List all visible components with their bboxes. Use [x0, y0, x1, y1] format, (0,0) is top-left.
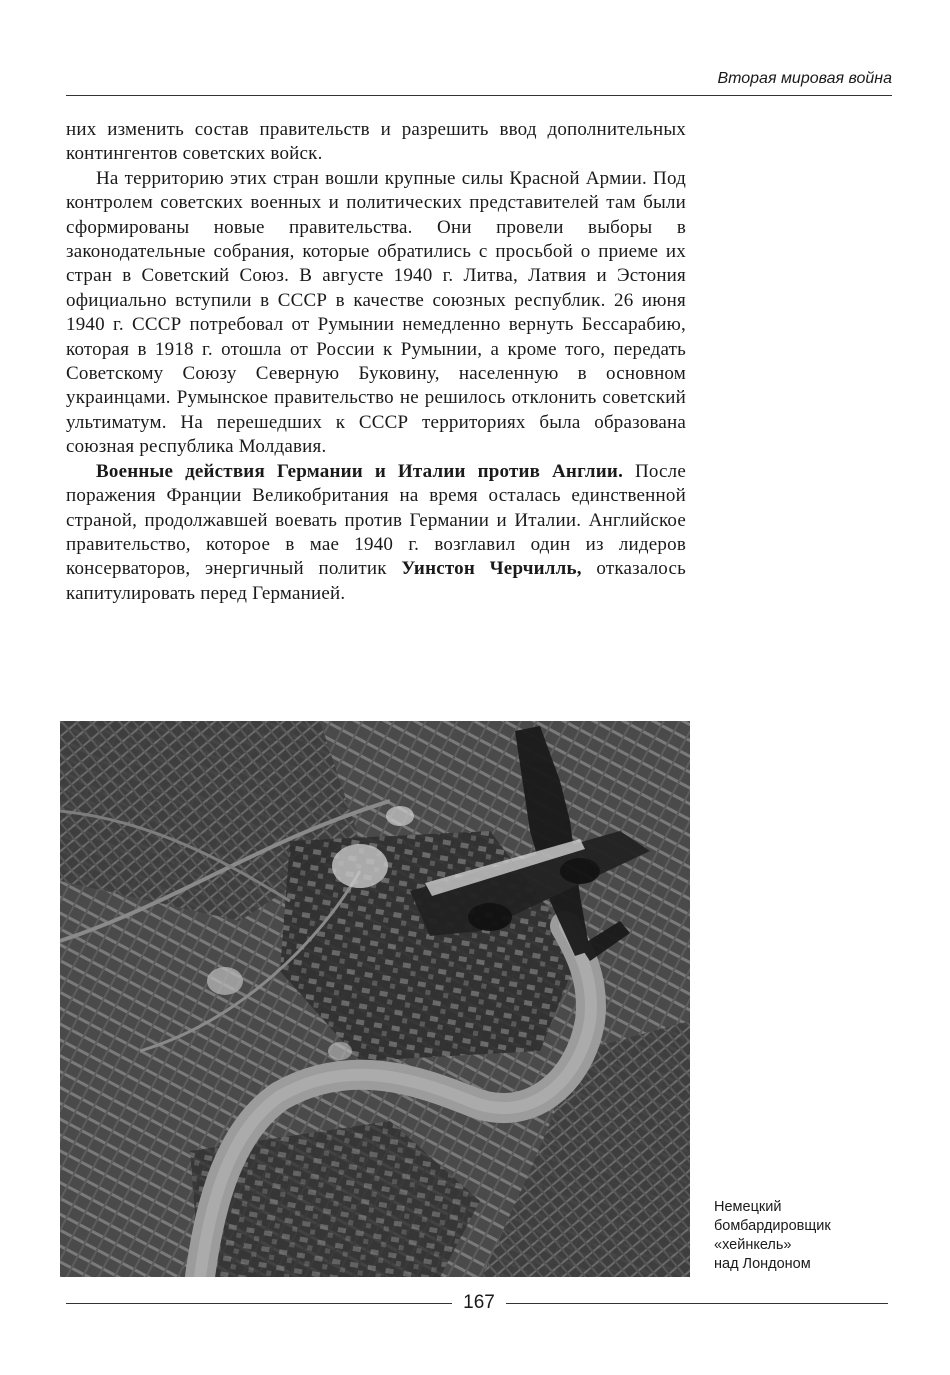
running-header-title: Вторая мировая война: [717, 70, 892, 87]
caption-line: над Лондоном: [714, 1256, 811, 1272]
aerial-photo-bomber-over-london: [60, 721, 690, 1277]
header-rule: [66, 95, 892, 96]
paragraph-text-a: После поражения Франции Великобритания на время осталась единственной страной, продолжавшей воевать против Германии и Италии. Английское правительство, которое в мае 1940 г. возглавил один из лидеров консерваторов, энергичный политик: [66, 460, 686, 580]
name-churchill: Уинстон Черчилль,: [401, 558, 582, 580]
page-number: 167: [463, 1292, 495, 1313]
section-heading: Военные действия Германии и Италии против Англии.: [96, 460, 624, 482]
paragraph-annexation: На территорию этих стран вошли крупные силы Красной Армии. Под контролем советских военных и политических представителей там были сформированы новые правительства. Они провели выборы в законодательные собрания, которые обратились с просьбой о приеме их стран в Советский Союз. В августе 1940 г. Литва, Латвия и Эстония официально вступили в СССР в качестве союзных республик. 26 июня 1940 г. СССР потребовал от Румынии немедленно вернуть Бессарабию, которая в 1918 г. отошла от России к Румынии, а кроме того, передать Советскому Союзу Северную Буковину, населенную в основном украинцами. Румынское правительство не решилось отклонить советский ультиматум. На перешедших к СССР территориях была образована союзная республика Молдавия.: [66, 167, 686, 458]
paragraph-england: [66, 460, 686, 606]
caption-line: «хейнкель»: [714, 1237, 792, 1253]
footer-rule-left: [66, 1303, 452, 1304]
paragraph-text-b: отказалось капитулировать перед Германией.: [66, 558, 686, 604]
figure-caption: [714, 1198, 914, 1274]
body-text: [66, 118, 686, 606]
caption-line: Немецкий: [714, 1199, 782, 1215]
footer-rule-right: [506, 1303, 888, 1304]
caption-line: бомбардировщик: [714, 1218, 831, 1234]
paragraph-continuation: них изменить состав правительств и разрешить ввод дополнительных контингентов советских войск.: [66, 119, 686, 165]
